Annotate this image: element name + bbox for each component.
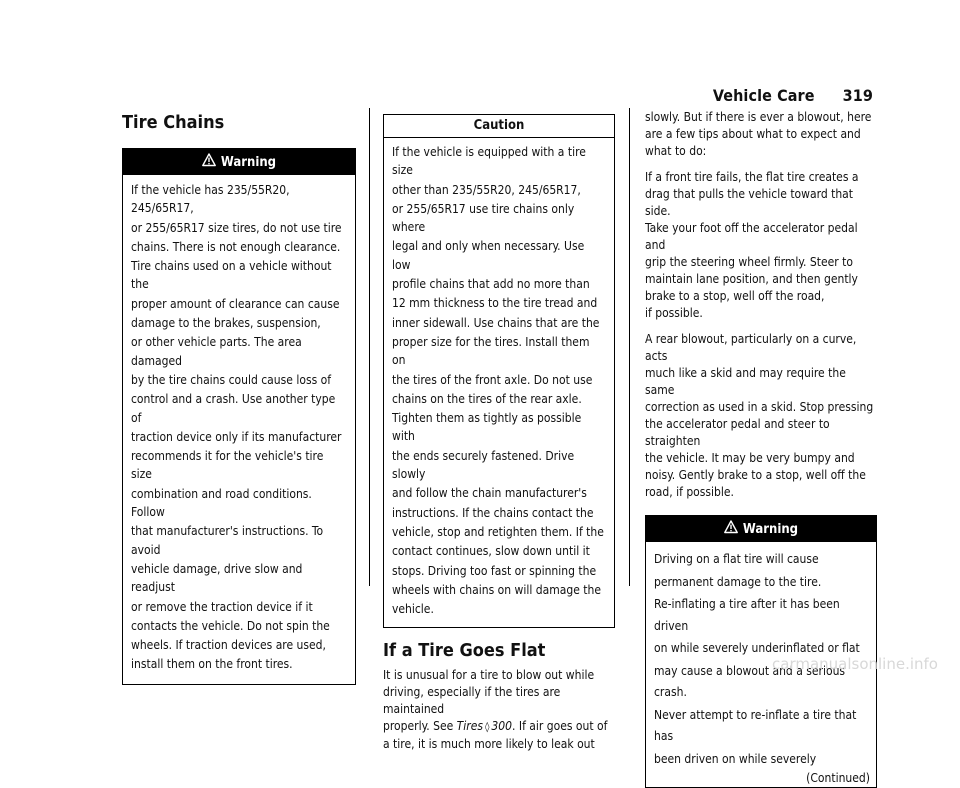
warning-line: Never attempt to re-inflate a tire that has [654, 707, 857, 743]
caution-line: other than 235/55R20, 245/65R17, [392, 182, 581, 197]
caution-line: inner sidewall. Use chains that are the [392, 315, 600, 330]
paragraph: A rear blowout, particularly on a curve, acts much like a skid and may require the same correction as used in a skid. Stop pressing the accelerator pedal and steer to straighten the vehicle. It may be very bumpy and noisy. Gently brake to a stop, well off the road, if possible. [645, 332, 874, 499]
warning-line: vehicle damage, drive slow and readjust [131, 561, 303, 595]
caution-line: wheels with chains on will damage the [392, 582, 602, 597]
warning-box-flat-tire [645, 515, 877, 788]
warning-line: chains. There is not enough clearance. [131, 239, 341, 254]
flat-tire-intro [383, 667, 615, 753]
caution-line: the ends securely fastened. Drive slowly [392, 448, 575, 482]
warning-line: recommends it for the vehicle's tire size [131, 449, 324, 482]
warning-label: Warning [742, 521, 799, 537]
watermark: carmanualsonline.info [772, 655, 938, 673]
caution-line: and follow the chain manufacturer's [392, 486, 587, 501]
warning-line: contacts the vehicle. Do not spin the [131, 618, 330, 633]
column-divider [629, 108, 630, 586]
warning-line: or 255/65R17 size tires, do not use tire [131, 220, 342, 235]
warning-line: combination and road conditions. Follow [131, 486, 312, 520]
warning-line: been driven on while severely [654, 751, 817, 766]
caution-body [384, 138, 614, 627]
caution-line: vehicle. [392, 602, 434, 617]
caution-box [383, 114, 615, 628]
paragraph: slowly. But if there is ever a blowout, here are a few tips about what to expect and what to do: [645, 110, 872, 158]
warning-header [123, 149, 355, 175]
xref-page[interactable]: 300 [491, 719, 513, 734]
running-head [713, 86, 873, 105]
warning-line: permanent damage to the tire. [654, 574, 822, 589]
section-name: Vehicle Care [712, 86, 815, 105]
caution-line: chains on the tires of the rear axle. [392, 391, 582, 406]
intro-line: It is unusual for a tire to blow out while [383, 668, 595, 683]
warning-line: on while severely underinflated or flat [654, 641, 860, 655]
warning-header [646, 516, 876, 542]
warning-line: proper amount of clearance can cause [131, 296, 340, 311]
column-left [122, 112, 356, 685]
caution-line: vehicle, stop and retighten them. If the [392, 524, 604, 539]
warning-triangle-icon [202, 153, 216, 171]
caution-line: or 255/65R17 use tire chains only where [392, 201, 575, 235]
warning-line: control and a crash. Use another type of [131, 392, 336, 425]
page-number: 319 [842, 86, 873, 105]
warning-line: traction device only if its manufacturer [131, 429, 342, 444]
intro-line-xref: properly. See Tires ◊ 300. If air goes out of [383, 719, 608, 734]
intro-line: a tire, it is much more likely to leak out [383, 737, 595, 752]
caution-line: stops. Driving too fast or spinning the [392, 563, 597, 578]
warning-line: that manufacturer's instructions. To avoid [131, 524, 324, 557]
warning-body [123, 175, 355, 684]
warning-line: wheels. If traction devices are used, [131, 638, 326, 653]
caution-line: Tighten them as tightly as possible with [392, 411, 582, 444]
caution-line: the tires of the front axle. Do not use [392, 372, 593, 387]
continued-label: (Continued) [806, 771, 870, 785]
warning-line: Driving on a flat tire will cause [654, 552, 819, 566]
warning-line: may cause a blowout and a serious crash. [654, 663, 846, 699]
caution-line: proper size for the tires. Install them on [392, 334, 590, 368]
intro-line: driving, especially if the tires are maintained [383, 685, 561, 717]
warning-triangle-icon [724, 520, 738, 538]
warning-line: by the tire chains could cause loss of [131, 372, 332, 387]
caution-line: instructions. If the chains contact the [392, 505, 594, 520]
column-middle [383, 114, 615, 762]
warning-line: damage to the brakes, suspension, [131, 316, 321, 331]
xref-symbol: ◊ [484, 722, 490, 734]
warning-line: or remove the traction device if it [131, 599, 313, 614]
warning-box-tire-chains [122, 148, 356, 685]
column-right [645, 109, 877, 788]
caution-line: legal and only when necessary. Use low [392, 239, 585, 272]
section-title-flat-tire: If a Tire Goes Flat [383, 640, 546, 662]
caution-header: Caution [384, 115, 614, 138]
caution-line: If the vehicle is equipped with a tire size [392, 145, 586, 178]
section-title-tire-chains: Tire Chains [122, 112, 225, 133]
warning-line: install them on the front tires. [131, 657, 293, 672]
warning-line: or other vehicle parts. The area damaged [131, 335, 302, 368]
caution-line: profile chains that add no more than [392, 277, 590, 292]
column-divider [369, 108, 370, 586]
warning-line: If the vehicle has 235/55R20, 245/65R17, [131, 183, 290, 216]
caution-line: 12 mm thickness to the tire tread and [392, 296, 598, 311]
warning-line: Re-inflating a tire after it has been driven [654, 597, 840, 633]
caution-line: contact continues, slow down until it [392, 544, 590, 559]
warning-label: Warning [220, 154, 277, 170]
paragraph: If a front tire fails, the flat tire creates a drag that pulls the vehicle toward that side. Take your foot off the accelerator pedal and grip the steering wheel firmly. Steer to maintain lane position, and then gently brake to a stop, well off the road, if possible. [645, 170, 859, 320]
tires-xref-link[interactable]: Tires [456, 719, 483, 734]
warning-line: Tire chains used on a vehicle without the [131, 259, 332, 292]
